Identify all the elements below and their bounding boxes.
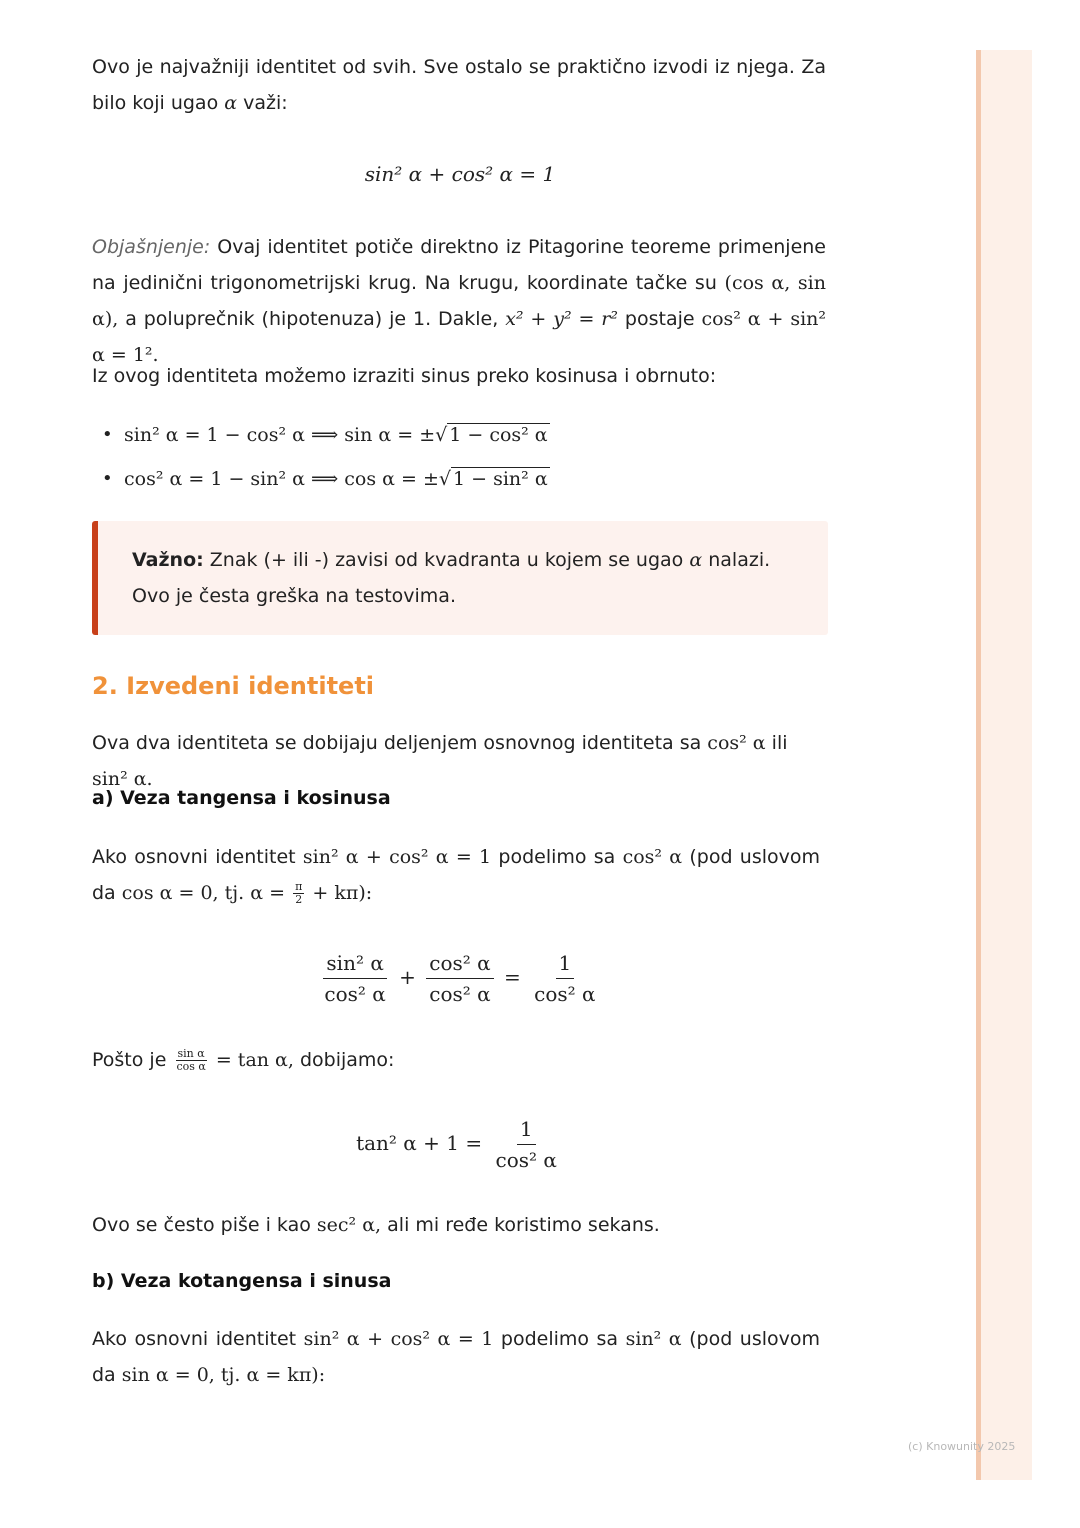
since-paragraph: Pošto je $\frac{\text{sin α}}{\text{cos α}}$ = tan α, dobijamo:: [92, 1047, 395, 1073]
sqrt-sign-icon: √: [438, 468, 452, 490]
subsection-a-heading: a) Veza tangensa i kosinusa: [92, 787, 391, 809]
intro-paragraph: Ovo je najvažniji identitet od svih. Sve ostalo se praktično izvodi iz njega. Za bilo koji ugao α važi:: [92, 56, 826, 114]
part-a-paragraph: Ako osnovni identitet sin² α + cos² α = 1 podelimo sa cos² α (pod uslovom da cos α = 0, tj. α = $\frac{\pi}{2}$ + kπ):: [92, 846, 821, 906]
secant-paragraph: Ovo se često piše i kao sec² α, ali mi ređe koristimo sekans.: [92, 1214, 660, 1236]
section-heading: 2. Izvedeni identiteti: [92, 672, 375, 700]
pi-over-two-fraction: $\frac{\pi}{2}$: [295, 880, 303, 906]
sqrt-sign-icon: √: [435, 424, 448, 446]
list-item: • cos² α = 1 − sin² α ⟹ cos α = ±√ 1 − sin² α: [92, 457, 550, 501]
part-b-paragraph: Ako osnovni identitet sin² α + cos² α = 1 podelimo sa sin² α (pod uslovom da sin α = 0, tj. α = kπ):: [92, 1328, 820, 1386]
explanation-paragraph: Objašnjenje: Ovaj identitet potiče direktno iz Pitagorine teoreme primenjene na jedinični trigonometrijski krug. Na krugu, koordinate tačke su (cos α, sin α), a poluprečnik (hipotenuza) je 1. Dakle, x² + y² = r² postaje cos² α + sin² α = 1².: [92, 236, 827, 366]
fraction: $\frac{1}{\text{cos² α}}$: [534, 951, 596, 1006]
derived-intro-paragraph: Ova dva identiteta se dobijaju deljenjem osnovnog identiteta sa cos² α ili sin² α.: [92, 732, 788, 790]
tangent-identity-equation: tan² α + 1 = $\frac{1}{\text{cos² α}}$: [92, 1116, 828, 1173]
main-identity-equation: sin² α + cos² α = 1: [364, 162, 556, 186]
important-callout: Važno: Znak (+ ili -) zavisi od kvadranta u kojem se ugao α nalazi. Ovo je česta greška na testovima.: [92, 521, 828, 635]
identity-bullet-list: [92, 413, 550, 501]
fraction: $\frac{\text{cos² α}}{\text{cos² α}}$: [426, 950, 493, 1007]
page-side-strip: [976, 50, 1032, 1480]
division-equation: $\frac{\text{sin² α}}{\text{cos² α}}$ + $\frac{\text{cos² α}}{\text{cos² α}}$ = $\frac{1}{\text{cos² α}}$: [92, 950, 828, 1007]
express-paragraph: Iz ovog identiteta možemo izraziti sinus preko kosinusa i obrnuto:: [92, 365, 717, 387]
copyright-footer: (c) Knowunity 2025: [908, 1440, 1016, 1453]
fraction: $\frac{1}{\text{cos² α}}$: [495, 1117, 557, 1172]
sin-over-cos-fraction: $\frac{\text{sin α}}{\text{cos α}}$: [176, 1047, 206, 1073]
list-item: • sin² α = 1 − cos² α ⟹ sin α = ±√ 1 − cos² α: [92, 413, 550, 457]
subsection-b-heading: b) Veza kotangensa i sinusa: [92, 1270, 392, 1292]
fraction: $\frac{\text{sin² α}}{\text{cos² α}}$: [324, 951, 386, 1006]
